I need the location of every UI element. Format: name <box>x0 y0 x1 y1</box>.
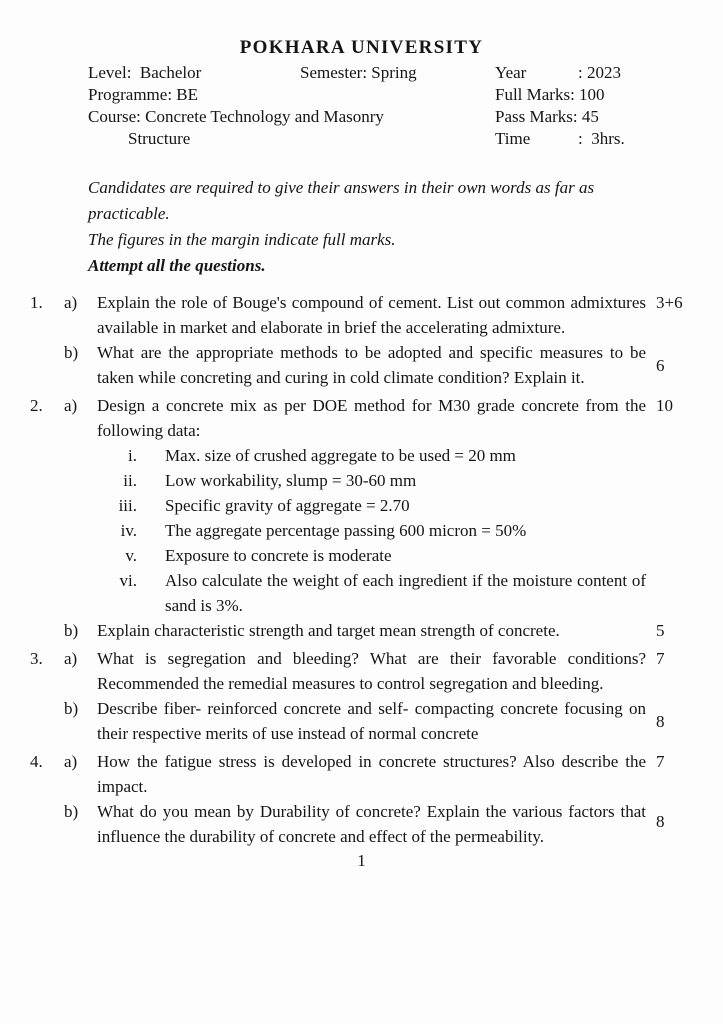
part-label: b) <box>64 802 79 821</box>
subitem-row <box>97 493 646 518</box>
part-text: What do you mean by Durability of concrete? Explain the various factors that influence the durability of concrete and effect of the permeability. <box>97 802 646 846</box>
part-label: a) <box>64 649 78 668</box>
part-marks: 7 <box>656 752 665 771</box>
questions-section <box>0 290 723 849</box>
pass-marks-field: Pass Marks: 45 <box>495 107 599 126</box>
page-footer <box>0 850 723 872</box>
question-part <box>30 393 698 618</box>
part-marks: 7 <box>656 649 665 668</box>
subitem-numeral: ii. <box>123 471 137 490</box>
question-part <box>30 749 698 799</box>
part-text: How the fatigue stress is developed in concrete structures? Also describe the impact. <box>97 752 646 796</box>
instruction-note-1: Candidates are required to give their answers in their own words as far as practicable. <box>88 178 595 223</box>
year-field <box>495 62 698 84</box>
subitem-text: Low workability, slump = 30-60 mm <box>165 471 417 490</box>
part-label: a) <box>64 293 78 312</box>
subitem-numeral: iv. <box>120 521 137 540</box>
question-part <box>30 696 698 746</box>
part-text: Explain characteristic strength and target mean strength of concrete. <box>97 621 560 640</box>
part-marks: 5 <box>656 621 665 640</box>
part-label: a) <box>64 752 78 771</box>
question-number: 4. <box>30 752 43 771</box>
time-value: : 3hrs. <box>578 129 625 148</box>
course-field: Course: Concrete Technology and Masonry <box>88 107 384 126</box>
subitem-numeral: vi. <box>119 571 137 590</box>
part-marks: 3+6 <box>656 293 683 312</box>
part-text: Design a concrete mix as per DOE method for M30 grade concrete from the following data: <box>97 396 646 440</box>
question-number: 2. <box>30 396 43 415</box>
subitem-text: Max. size of crushed aggregate to be used = 20 mm <box>165 446 516 465</box>
question-part <box>30 340 698 390</box>
part-marks: 6 <box>656 355 665 375</box>
question-part <box>30 646 698 696</box>
year-value: : 2023 <box>578 63 621 82</box>
semester-field: Semester: Spring <box>300 63 417 82</box>
question-number: 1. <box>30 293 43 312</box>
part-text: What are the appropriate methods to be adopted and specific measures to be taken while concreting and curing in cold climate condition? Explain it. <box>97 343 646 387</box>
part-text: Explain the role of Bouge's compound of cement. List out common admixtures available in market and elaborate in brief the accelerating admixture. <box>97 293 646 337</box>
subitem-numeral: i. <box>128 446 137 465</box>
subitem-list <box>97 443 646 618</box>
subitem-row <box>97 468 646 493</box>
part-marks: 8 <box>656 812 665 831</box>
full-marks-field: Full Marks: 100 <box>495 85 605 104</box>
programme-field: Programme: BE <box>88 85 199 104</box>
university-title: POKHARA UNIVERSITY <box>239 37 484 58</box>
part-label: b) <box>64 343 79 362</box>
question-number: 3. <box>30 649 43 668</box>
part-text: Describe fiber- reinforced concrete and self- compacting concrete focusing on their respective merits of use instead of normal concrete <box>97 699 646 743</box>
question-block-1 <box>30 290 698 390</box>
part-marks: 10 <box>656 396 673 415</box>
subitem-text: The aggregate percentage passing 600 micron = 50% <box>165 521 527 540</box>
time-field <box>495 128 698 150</box>
exam-header-right <box>495 62 698 150</box>
subitem-numeral: v. <box>125 546 137 565</box>
part-label: b) <box>64 621 79 640</box>
part-body <box>97 393 646 618</box>
part-label: a) <box>64 396 78 415</box>
question-part <box>30 618 698 643</box>
subitem-text: Specific gravity of aggregate = 2.70 <box>165 496 410 515</box>
subitem-text: Exposure to concrete is moderate <box>165 546 392 565</box>
part-text: What is segregation and bleeding? What are their favorable conditions? Recommended the remedial measures to control segregation and bleeding. <box>97 649 646 693</box>
instruction-note-2: The figures in the margin indicate full marks. <box>88 230 396 249</box>
exam-header-left <box>88 62 492 150</box>
instruction-note-3: Attempt all the questions. <box>88 256 266 275</box>
part-label: b) <box>64 699 79 718</box>
question-block-2 <box>30 393 698 643</box>
part-marks: 8 <box>656 711 665 731</box>
course-field-continuation: Structure <box>128 129 191 148</box>
candidate-instructions <box>88 175 657 279</box>
question-block-3 <box>30 646 698 746</box>
exam-header <box>88 62 698 150</box>
time-label: Time <box>495 129 531 148</box>
question-part <box>30 799 698 849</box>
question-part <box>30 290 698 340</box>
subitem-numeral: iii. <box>118 496 137 515</box>
level-field: Level: Bachelor <box>88 63 202 82</box>
subitem-row <box>97 518 646 543</box>
question-block-4 <box>30 749 698 849</box>
subitem-row <box>97 443 646 468</box>
subitem-text: Also calculate the weight of each ingredient if the moisture content of sand is 3%. <box>165 571 646 615</box>
year-label: Year <box>495 63 527 82</box>
subitem-row <box>97 543 646 568</box>
subitem-row <box>97 568 646 618</box>
page-number: 1 <box>357 851 366 870</box>
